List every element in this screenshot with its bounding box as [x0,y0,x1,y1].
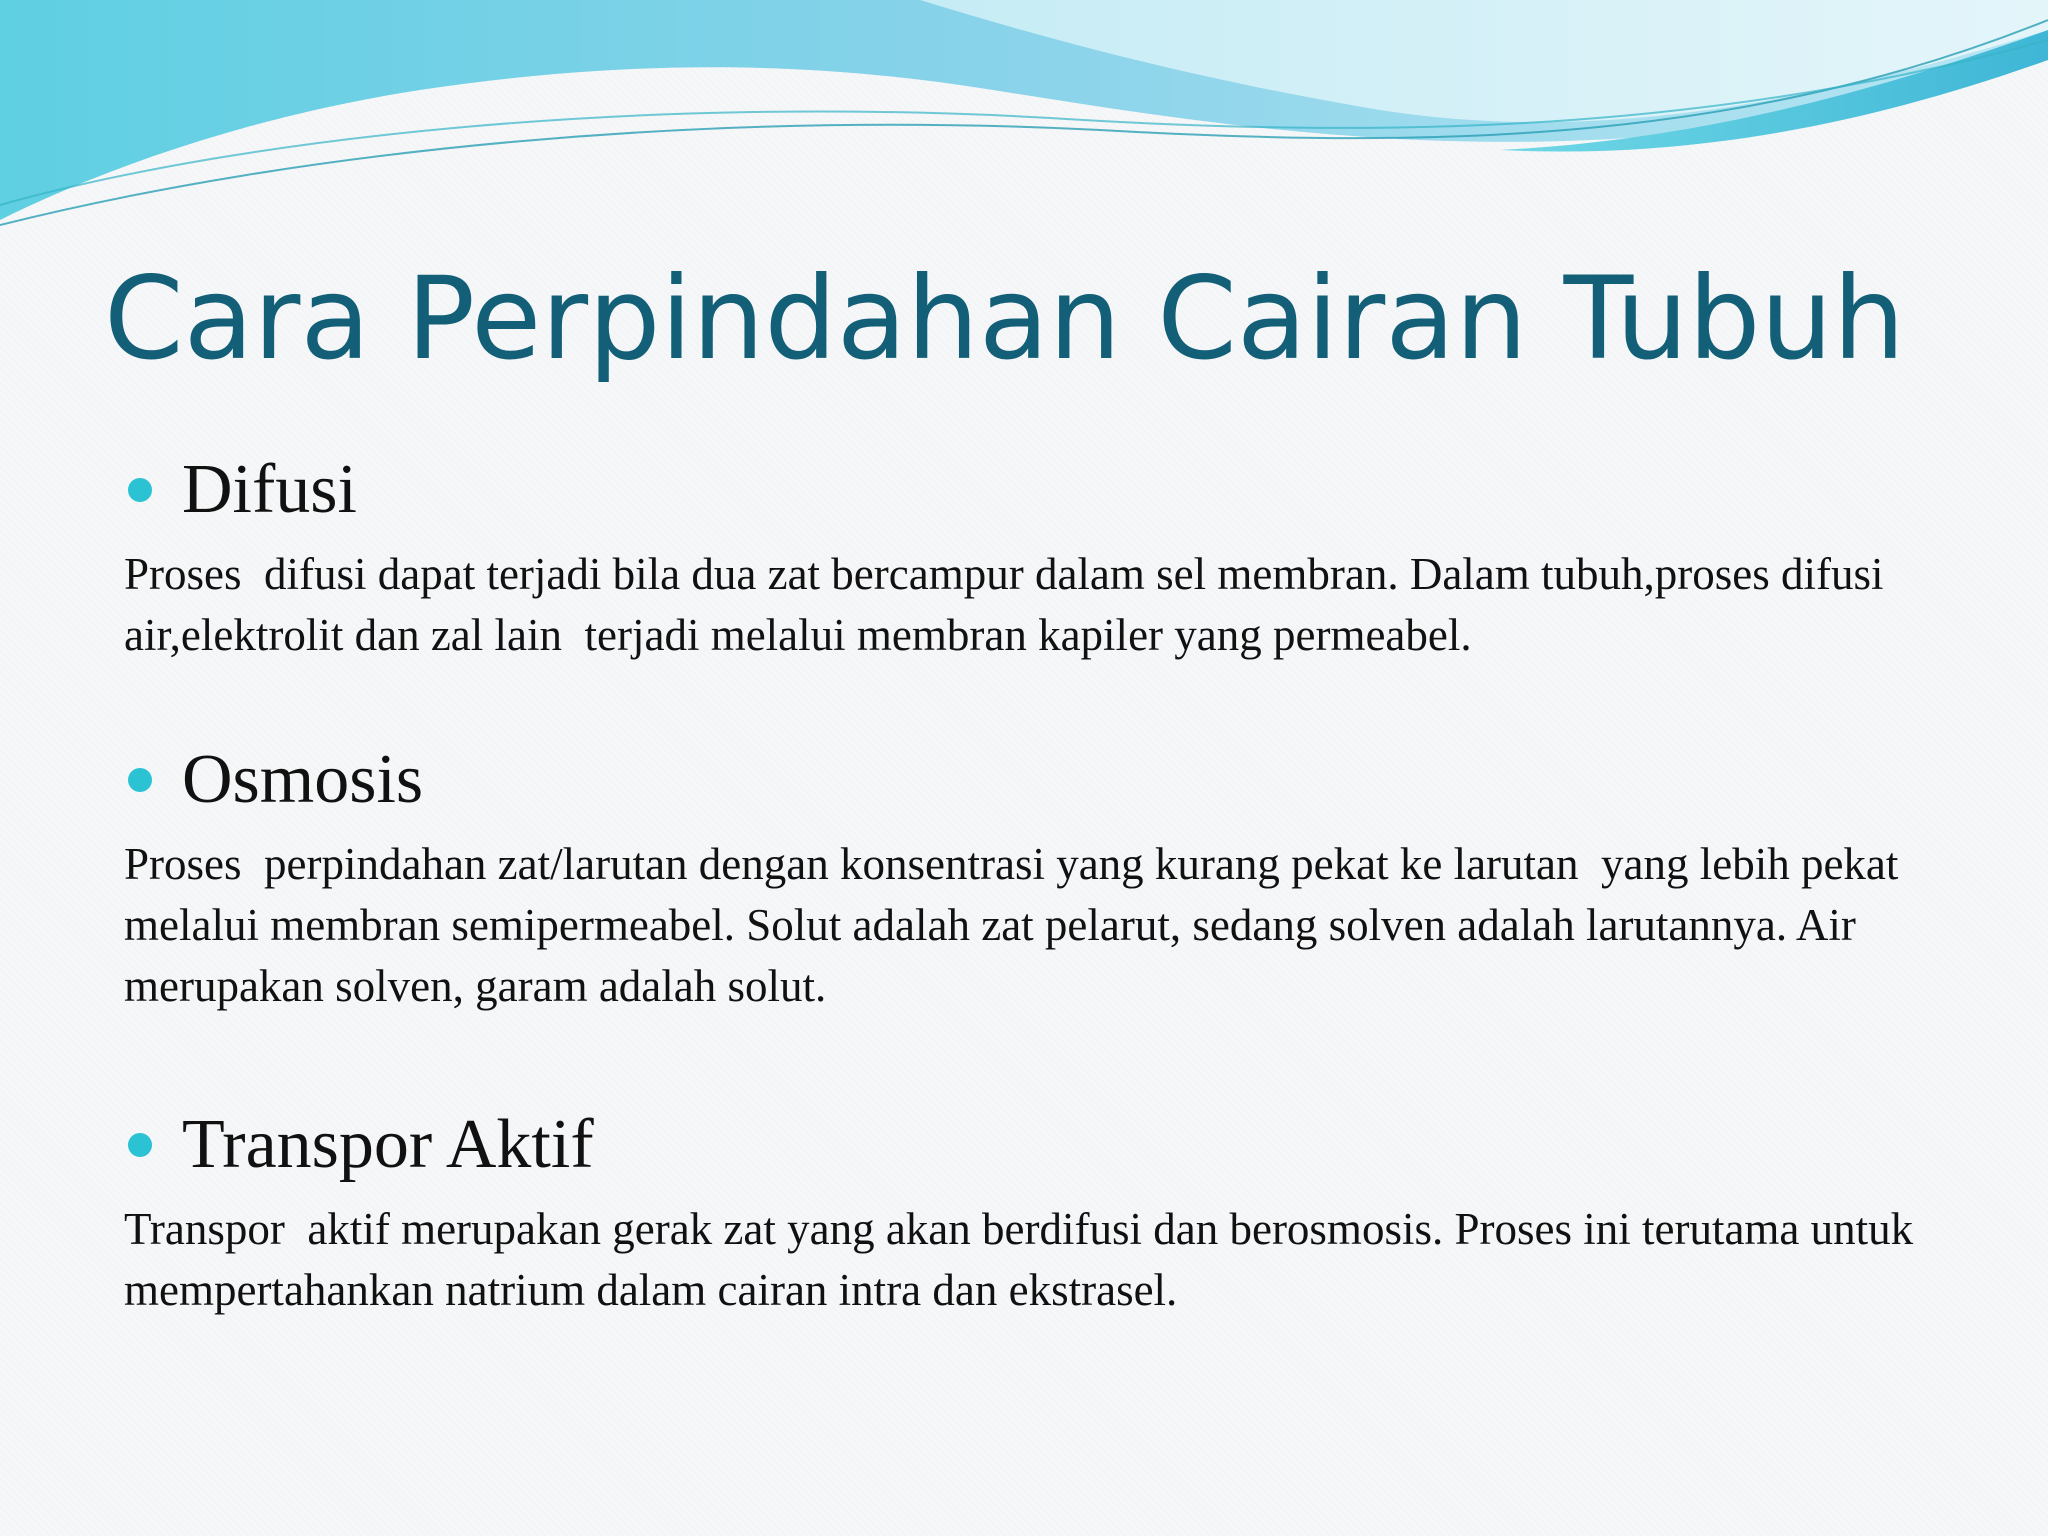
bullet-dot-icon [128,768,152,792]
bullet-heading: Transpor Aktif [182,1106,594,1183]
bullet-description: Proses perpindahan zat/larutan dengan konsentrasi yang kurang pekat ke larutan yang lebih pekat melalui membran semipermeabel. Solut adalah zat pelarut, sedang solven adalah larutannya. Air merupakan solven, garam adalah solut. [124,839,1910,1011]
bullet-heading-row [128,1103,1924,1187]
bullet-heading: Difusi [182,451,357,528]
bullet-dot-icon [128,478,152,502]
list-item-transpor-aktif [124,1103,1924,1321]
bullet-heading: Osmosis [182,741,424,818]
bullet-description: Transpor aktif merupakan gerak zat yang akan berdifusi dan berosmosis. Proses ini terutama untuk mempertahankan natrium dalam cairan intra dan ekstrasel. [124,1204,1925,1315]
list-item-difusi [124,448,1924,738]
bullet-list [124,448,1924,1321]
header-wave-decoration [0,0,2048,260]
bullet-heading-row [128,448,1924,532]
bullet-heading-row [128,738,1924,822]
bullet-description: Proses difusi dapat terjadi bila dua zat bercampur dalam sel membran. Dalam tubuh,proses difusi air,elektrolit dan zal lain terjadi melalui membran kapiler yang permeabel. [124,549,1895,660]
list-item-osmosis [124,738,1924,1103]
slide-title: Cara Perpindahan Cairan Tubuh [104,252,1906,385]
bullet-dot-icon [128,1133,152,1157]
